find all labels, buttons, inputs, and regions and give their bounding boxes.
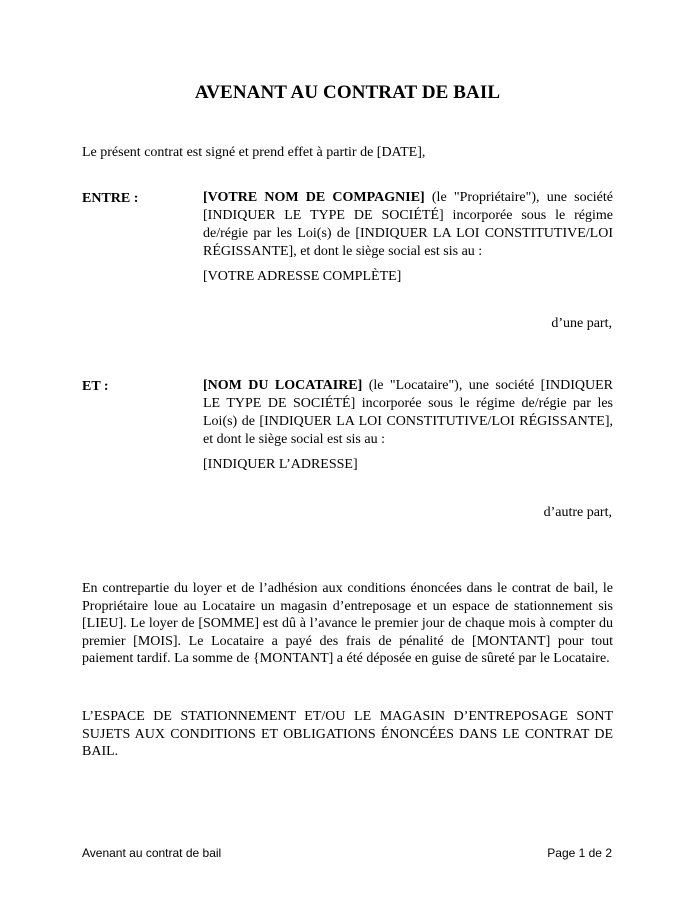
tenant-address: [INDIQUER L’ADRESSE] [203,457,358,472]
landlord-side: d’une part, [551,316,612,331]
document-title: AVENANT AU CONTRAT DE BAIL [194,82,501,103]
landlord-name: [VOTRE NOM DE COMPAGNIE] [203,190,425,205]
tenant-description [203,377,613,449]
subject-to-paragraph: L’ESPACE DE STATIONNEMENT ET/OU LE MAGASIN D’ENTREPOSAGE SONT SUJETS AUX CONDITIONS ET OBLIGATIONS ÉNONCÉES DANS LE CONTRAT DE BAIL. [82,709,613,759]
tenant-label: ET : [82,379,109,394]
landlord-label: ENTRE : [82,191,139,206]
intro-sentence: Le présent contrat est signé et prend effet à partir de [DATE], [82,145,426,160]
footer-page-number: Page 1 de 2 [547,846,612,860]
tenant-name: [NOM DU LOCATAIRE] [203,378,363,393]
consideration-paragraph: En contrepartie du loyer et de l’adhésion aux conditions énoncées dans le contrat de bail, le Propriétaire loue au Locataire un magasin d’entreposage et un espace de stationnement sis [LIEU]. Le loyer de [SOMME] est dû à l’avance le premier jour de chaque mois à compter du premier [MOIS]. Le Locataire a payé des frais de pénalité de [MONTANT] pour tout paiement tardif. La somme de {MONTANT] a été déposée en guise de sûreté par le Locataire. [82,581,613,666]
tenant-side: d’autre part, [543,505,612,520]
landlord-address: [VOTRE ADRESSE COMPLÈTE] [203,269,402,284]
landlord-description [203,189,613,261]
tenant-details: (le "Locataire"), une société [INDIQUER LE TYPE DE SOCIÉTÉ] incorporée sous le régime de/régie par les Loi(s) de [INDIQUER LA LOI CONSTITUTIVE/LOI RÉGISSANTE], et dont le siège social est sis au : [203,378,613,447]
footer-document-name: Avenant au contrat de bail [82,846,222,860]
landlord-details: (le "Propriétaire"), une société [INDIQUER LE TYPE DE SOCIÉTÉ] incorporée sous le régime de/régie par les Loi(s) de [INDIQUER LA LOI CONSTITUTIVE/LOI RÉGISSANTE], et dont le siège social est sis au : [203,190,613,259]
